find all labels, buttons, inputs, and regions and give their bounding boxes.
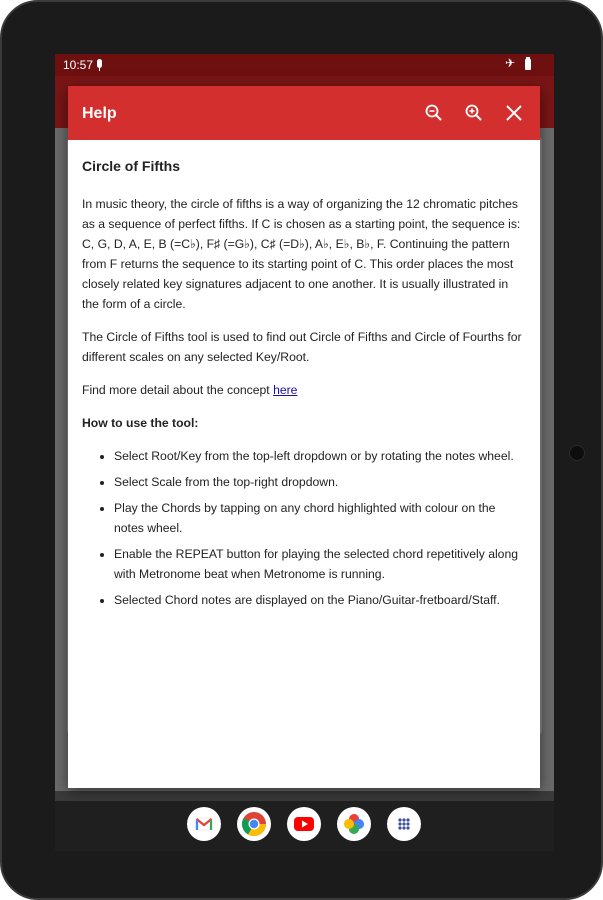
zoom-out-button[interactable] <box>419 98 449 128</box>
gmail-button[interactable] <box>187 807 221 841</box>
airplane-mode-icon: ✈ <box>505 56 516 70</box>
zoom-in-button[interactable] <box>459 98 489 128</box>
list-item: • Selected Chord notes are displayed on the Piano/Guitar-fretboard/Staff. <box>114 590 528 610</box>
zoom-in-icon <box>459 98 489 128</box>
photos-icon <box>337 807 371 841</box>
youtube-icon <box>287 807 321 841</box>
photos-button[interactable] <box>337 807 371 841</box>
app-drawer-icon <box>387 807 421 841</box>
help-content <box>82 156 528 616</box>
list-item: • Enable the REPEAT button for playing the selected chord repetitively along with Metronome beat when Metronome is running. <box>114 544 528 584</box>
dialog-header <box>68 86 540 140</box>
zoom-out-icon <box>419 98 449 128</box>
close-icon <box>499 98 529 128</box>
here-link[interactable]: here <box>273 383 298 397</box>
close-button[interactable] <box>499 98 529 128</box>
app-drawer-button[interactable] <box>387 807 421 841</box>
help-heading: Circle of Fifths <box>82 158 181 174</box>
tool-description: The Circle of Fifths tool is used to find out Circle of Fifths and Circle of Fourths for different scales on any selected Key/Root. <box>82 330 522 364</box>
youtube-button[interactable] <box>287 807 321 841</box>
gmail-icon <box>187 807 221 841</box>
intro-paragraph: In music theory, the circle of fifths is a way of organizing the 12 chromatic pitches as a sequence of perfect fifths. If C is chosen as a starting point, the sequence is: C, G, D, A, E, B (=C♭), F♯ (=G♭), C♯ (=D♭), A♭, E♭, B♭, F. Continuing the pattern from F returns the sequence to its starting point of C. This order places the most closely related key signatures adjacent to one another. It is usually illustrated in the form of a circle. <box>82 197 521 311</box>
help-dialog <box>68 86 540 788</box>
status-time: 10:57 <box>63 58 94 72</box>
dialog-title: Help <box>82 105 117 122</box>
list-item: • Select Scale from the top-right dropdown. <box>114 472 528 492</box>
steps-list <box>82 446 528 610</box>
list-item: • Select Root/Key from the top-left dropdown or by rotating the notes wheel. <box>114 446 528 466</box>
status-bar <box>55 54 554 76</box>
list-item: • Play the Chords by tapping on any chord highlighted with colour on the notes wheel. <box>114 498 528 538</box>
screen <box>55 54 554 851</box>
microphone-icon <box>97 59 102 68</box>
app-dock <box>55 801 554 851</box>
how-to-title: How to use the tool: <box>82 416 199 430</box>
chrome-button[interactable] <box>237 807 271 841</box>
more-detail-text: Find more detail about the concept <box>82 383 274 397</box>
chrome-icon <box>237 807 271 841</box>
camera-icon <box>569 445 585 461</box>
battery-icon <box>525 59 531 70</box>
more-detail <box>82 380 528 400</box>
